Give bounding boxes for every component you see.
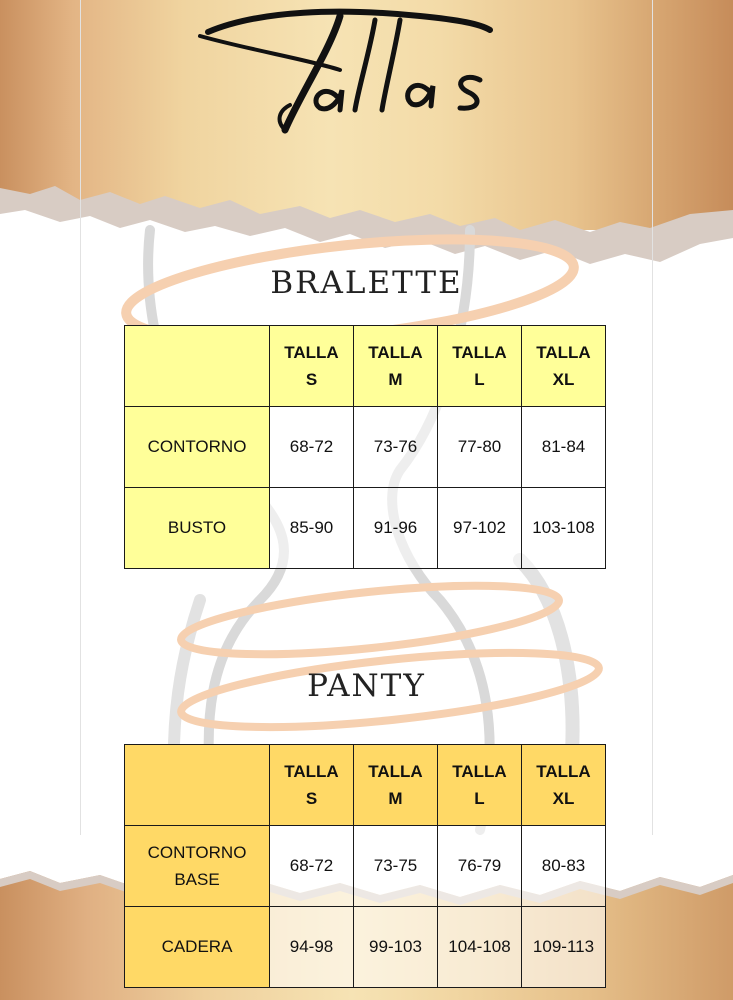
table-cell: 91-96 <box>354 488 438 569</box>
table-cell: 99-103 <box>354 907 438 988</box>
table-cell: 97-102 <box>438 488 522 569</box>
table-cell: 73-75 <box>354 826 438 907</box>
bralette-section-title: BRALETTE <box>270 265 463 301</box>
column-header: TALLA S <box>270 745 354 826</box>
column-header: TALLA L <box>438 745 522 826</box>
table-row <box>125 907 606 988</box>
table-cell: 94-98 <box>270 907 354 988</box>
table-cell: 109-113 <box>522 907 606 988</box>
row-label: CONTORNO BASE <box>125 826 270 907</box>
table-cell: 80-83 <box>522 826 606 907</box>
column-header: TALLA S <box>270 326 354 407</box>
column-header: TALLA XL <box>522 745 606 826</box>
panty-size-table <box>124 744 606 988</box>
panty-section-title: PANTY <box>307 668 426 704</box>
table-cell: 68-72 <box>270 407 354 488</box>
table-cell: 68-72 <box>270 826 354 907</box>
tallas-title-logo <box>190 0 510 140</box>
table-cell: 76-79 <box>438 826 522 907</box>
column-header: TALLA L <box>438 326 522 407</box>
row-label: CADERA <box>125 907 270 988</box>
table-cell: 85-90 <box>270 488 354 569</box>
table-header-row <box>125 326 606 407</box>
table-row <box>125 407 606 488</box>
column-header: TALLA M <box>354 745 438 826</box>
row-label: BUSTO <box>125 488 270 569</box>
table-cell: 104-108 <box>438 907 522 988</box>
table-cell: 77-80 <box>438 407 522 488</box>
table-row <box>125 488 606 569</box>
table-row <box>125 826 606 907</box>
bralette-size-table <box>124 325 606 569</box>
row-label: CONTORNO <box>125 407 270 488</box>
table-corner-cell <box>125 326 270 407</box>
table-cell: 81-84 <box>522 407 606 488</box>
table-cell: 103-108 <box>522 488 606 569</box>
table-corner-cell <box>125 745 270 826</box>
column-header: TALLA M <box>354 326 438 407</box>
table-header-row <box>125 745 606 826</box>
table-cell: 73-76 <box>354 407 438 488</box>
column-header: TALLA XL <box>522 326 606 407</box>
